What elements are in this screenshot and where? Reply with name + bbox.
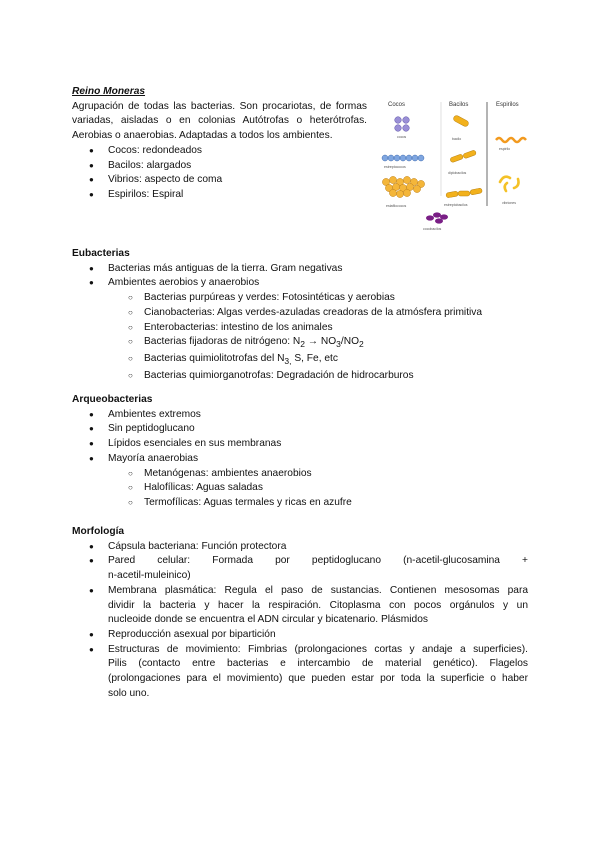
list-item: ● Lípidos esenciales en sus membranas [72, 437, 528, 452]
forms-list [72, 144, 367, 203]
list-item: ● Sin peptidoglucano [72, 422, 528, 437]
section-title-eubacterias: Eubacterias [72, 248, 130, 259]
arqueobacterias-sublist [72, 467, 528, 511]
label-vibriones: vibriones [502, 201, 517, 205]
list-item: ● Vibrios: aspecto de coma [72, 173, 367, 188]
list-item: ● Reproducción asexual por bipartición [72, 628, 528, 643]
list-item: ● Membrana plasmática: Regula el paso de sustancias. Contienen mesosomas para dividir la bacteria y hacer la respiración. Citoplasma con pocos orgánulos y un nucleoide donde se encuentra el ADN circular y bicatenario. Plásmidos [72, 584, 528, 628]
eubacterias-section [72, 247, 528, 383]
sublist-item: ○ Bacterias purpúreas y verdes: Fotosintéticas y aerobias [72, 291, 528, 306]
label-diplobacilos: diplobacilos [448, 171, 467, 175]
label-espirilo: espirilo [499, 147, 511, 151]
staphylococci-icon [382, 176, 424, 197]
list-item: ● Bacterias más antiguas de la tierra. Gram negativas [72, 262, 528, 277]
sublist-item: ○ Cianobacterias: Algas verdes-azuladas creadoras de la atmósfera primitiva [72, 306, 528, 321]
bacteria-forms-figure [378, 96, 530, 238]
sublist-item: ○ Bacterias quimiorganotrofas: Degradación de hidrocarburos [72, 369, 528, 384]
label-cocobacilos: cocobacilos [423, 227, 442, 231]
section-title-morfologia: Morfología [72, 526, 125, 537]
eubacterias-list [72, 262, 528, 291]
label-bacilo: bacilo [452, 137, 462, 141]
arqueobacterias-section [72, 393, 528, 511]
sublist-item: ○ Halofílicas: Aguas saladas [72, 481, 528, 496]
cocobacilli-icon [426, 212, 448, 223]
label-estreptococos: estreptococos [384, 165, 406, 169]
streptobacilli-icon [446, 188, 483, 198]
sublist-item: ○ Termofílicas: Aguas termales y ricas en azufre [72, 496, 528, 511]
sublist-item: ○ Metanógenas: ambientes anaerobios [72, 467, 528, 482]
intro-paragraph: Agrupación de todas las bacterias. Son procariotas, de formas variadas, aisladas o en colonias Autótrofas o heterótrofas. Aerobias o anaerobias. Adaptadas a todos los ambientes. [72, 100, 367, 142]
sublist-item-quimiolitotrofas: ○ Bacterias quimiolitotrofas del $N_{3,}$ S, Fe, etc [72, 352, 528, 369]
header-espirilos: Espirilos [496, 102, 519, 108]
header-cocos: Cocos [388, 102, 406, 108]
sublist-item-nitrogen: ○ Bacterias fijadoras de nitrógeno: $N_2 \to NO_3/NO_2$ [72, 335, 528, 352]
list-item: ● Cocos: redondeados [72, 144, 367, 159]
list-item: ● Pared celular: Formada por peptidoglucano (n-acetil-glucosamina + n-acetil-muleinico) [72, 554, 528, 583]
section-title-arqueobacterias: Arqueobacterias [72, 394, 153, 405]
label-cocos: cocos [397, 135, 407, 139]
cocci-single-icon [395, 117, 410, 132]
intro-section [72, 85, 367, 203]
morfologia-section [72, 525, 528, 701]
list-item: ● Cápsula bacteriana: Función protectora [72, 540, 528, 555]
vibrio-icon [500, 177, 519, 191]
list-item: ● Bacilos: alargados [72, 159, 367, 174]
sublist-item: ○ Enterobacterias: intestino de los animales [72, 321, 528, 336]
eubacterias-sublist [72, 291, 528, 383]
spirillum-icon [496, 138, 526, 142]
list-item: ● Espirilos: Espiral [72, 188, 367, 203]
morfologia-list [72, 540, 528, 702]
bacillus-single-icon [453, 115, 470, 128]
list-item: ● Estructuras de movimiento: Fimbrias (prolongaciones cortas y andaje a superficies). Pilis (contacto entre bacterias e intercambio de material genético). Flagelos (prolongaciones para el movimiento) que pueden estar por toda la superficie o haber solo uno. [72, 643, 528, 702]
list-item: ● Mayoría anaerobias [72, 452, 528, 467]
streptococci-icon [382, 155, 424, 161]
list-item: ● Ambientes aerobios y anaerobios [72, 276, 528, 291]
header-bacilos: Bacilos [449, 102, 469, 108]
label-estreptobacilos: estreptobacilos [444, 203, 468, 207]
label-estafilococos: estafilococos [386, 204, 407, 208]
arqueobacterias-list [72, 408, 528, 467]
list-item: ● Ambientes extremos [72, 408, 528, 423]
section-title-reino-moneras: Reino Moneras [72, 86, 146, 97]
bacteria-illustration [378, 96, 530, 238]
diplobacilli-icon [450, 150, 477, 163]
